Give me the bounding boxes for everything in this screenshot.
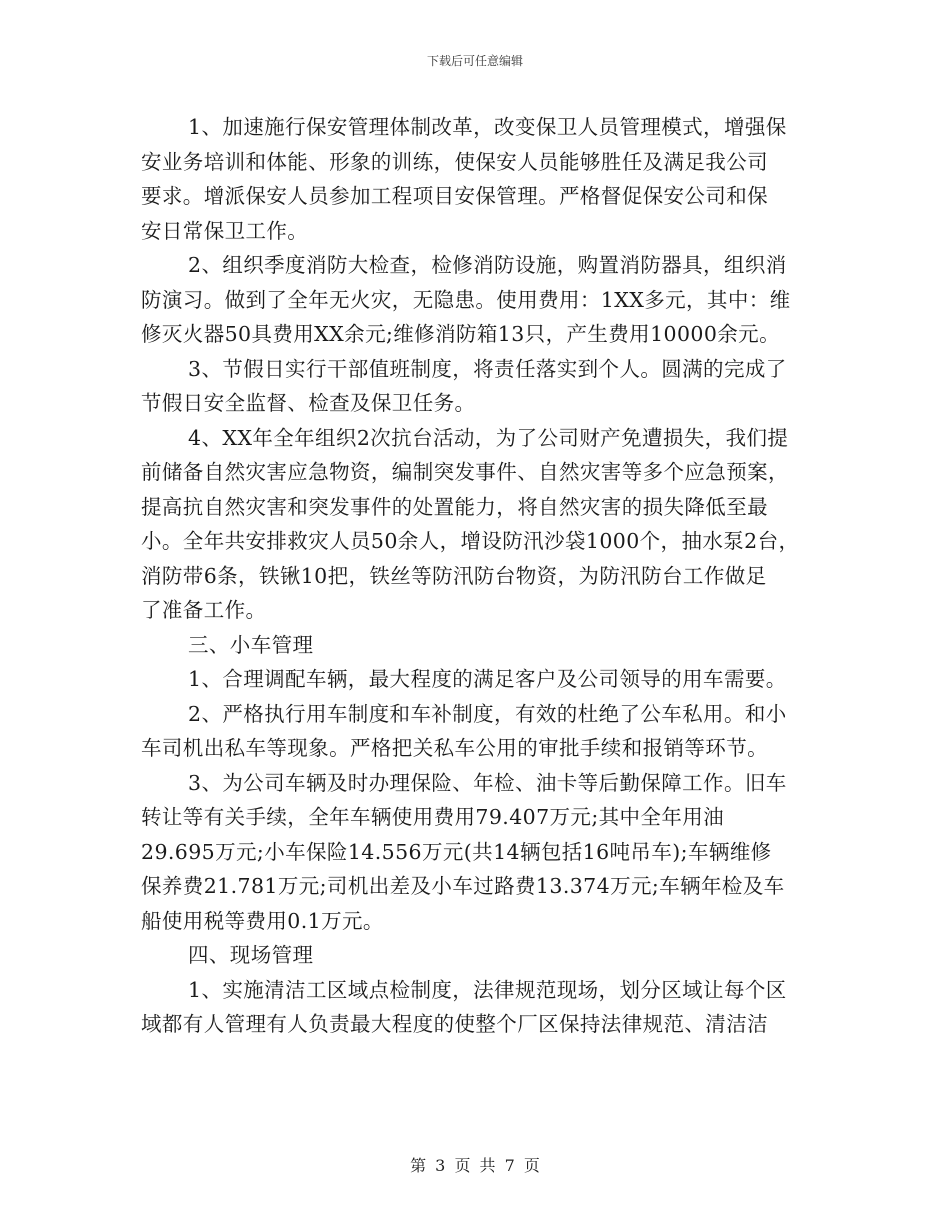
text-line: 安日常保卫工作。 (141, 218, 309, 243)
text-line: 3、节假日实行干部值班制度，将责任落实到个人。圆满的完成了 (188, 356, 787, 381)
text-line: 安业务培训和体能、形象的训练，使保安人员能够胜任及满足我公司 (141, 149, 768, 174)
text-line: 消防带6条，铁锹10把，铁丝等防汛防台物资，为防汛防台工作做足 (141, 563, 767, 588)
text-line: 节假日安全监督、检查及保卫任务。 (141, 391, 476, 415)
text-line: 4、XX年全年组织2次抗台活动，为了公司财产免遭损失，我们提 (188, 425, 789, 450)
text-line: 要求。增派保安人员参加工程项目安保管理。严格督促保安公司和保 (141, 184, 768, 208)
text-line: 了准备工作。 (141, 598, 267, 622)
text-line: 29.695万元;小车保险14.556万元(共14辆包括16吨吊车);车辆维修 (141, 839, 772, 864)
text-line: 域都有人管理有人负责最大程度的使整个厂区保持法律规范、清洁洁 (141, 1012, 768, 1036)
text-line: 提高抗自然灾害和突发事件的处置能力，将自然灾害的损失降低至最 (141, 494, 768, 519)
page-footer: 第 3 页 共 7 页 (410, 1156, 540, 1175)
page-header: 下载后可任意编辑 (426, 54, 523, 68)
text-line: 前储备自然灾害应急物资，编制突发事件、自然灾害等多个应急预案， (141, 460, 789, 484)
text-line: 2、组织季度消防大检查，检修消防设施，购置消防器具，组织消 (188, 253, 787, 277)
text-line: 1、合理调配车辆，最大程度的满足客户及公司领导的用车需要。 (188, 667, 787, 691)
text-line: 转让等有关手续，全年车辆使用费用79.407万元;其中全年用油 (141, 805, 725, 829)
text-line: 保养费21.781万元;司机出差及小车过路费13.374万元;车辆年检及车 (141, 874, 785, 898)
text-line: 船使用税等费用0.1万元。 (141, 908, 384, 933)
text-line: 防演习。做到了全年无火灾，无隐患。使用费用：1XX多元，其中：维 (141, 287, 791, 312)
text-line: 1、加速施行保安管理体制改革，改变保卫人员管理模式，增强保 (188, 115, 787, 139)
text-line: 四、现场管理 (188, 943, 314, 967)
text-line: 三、小车管理 (188, 632, 314, 657)
text-line: 修灭火器50具费用XX余元;维修消防箱13只，产生费用10000余元。 (141, 322, 780, 346)
text-line: 2、严格执行用车制度和车补制度，有效的杜绝了公车私用。和小 (188, 701, 787, 726)
text-line: 车司机出私车等现象。严格把关私车公用的审批手续和报销等环节。 (141, 736, 768, 760)
text-line: 1、实施清洁工区域点检制度，法律规范现场，划分区域让每个区 (188, 977, 787, 1002)
document-body (141, 110, 811, 1042)
text-line: 小。全年共安排救灾人员50余人，增设防汛沙袋1000个，抽水泵2台， (141, 529, 800, 553)
text-line: 3、为公司车辆及时办理保险、年检、油卡等后勤保障工作。旧车 (188, 770, 787, 795)
